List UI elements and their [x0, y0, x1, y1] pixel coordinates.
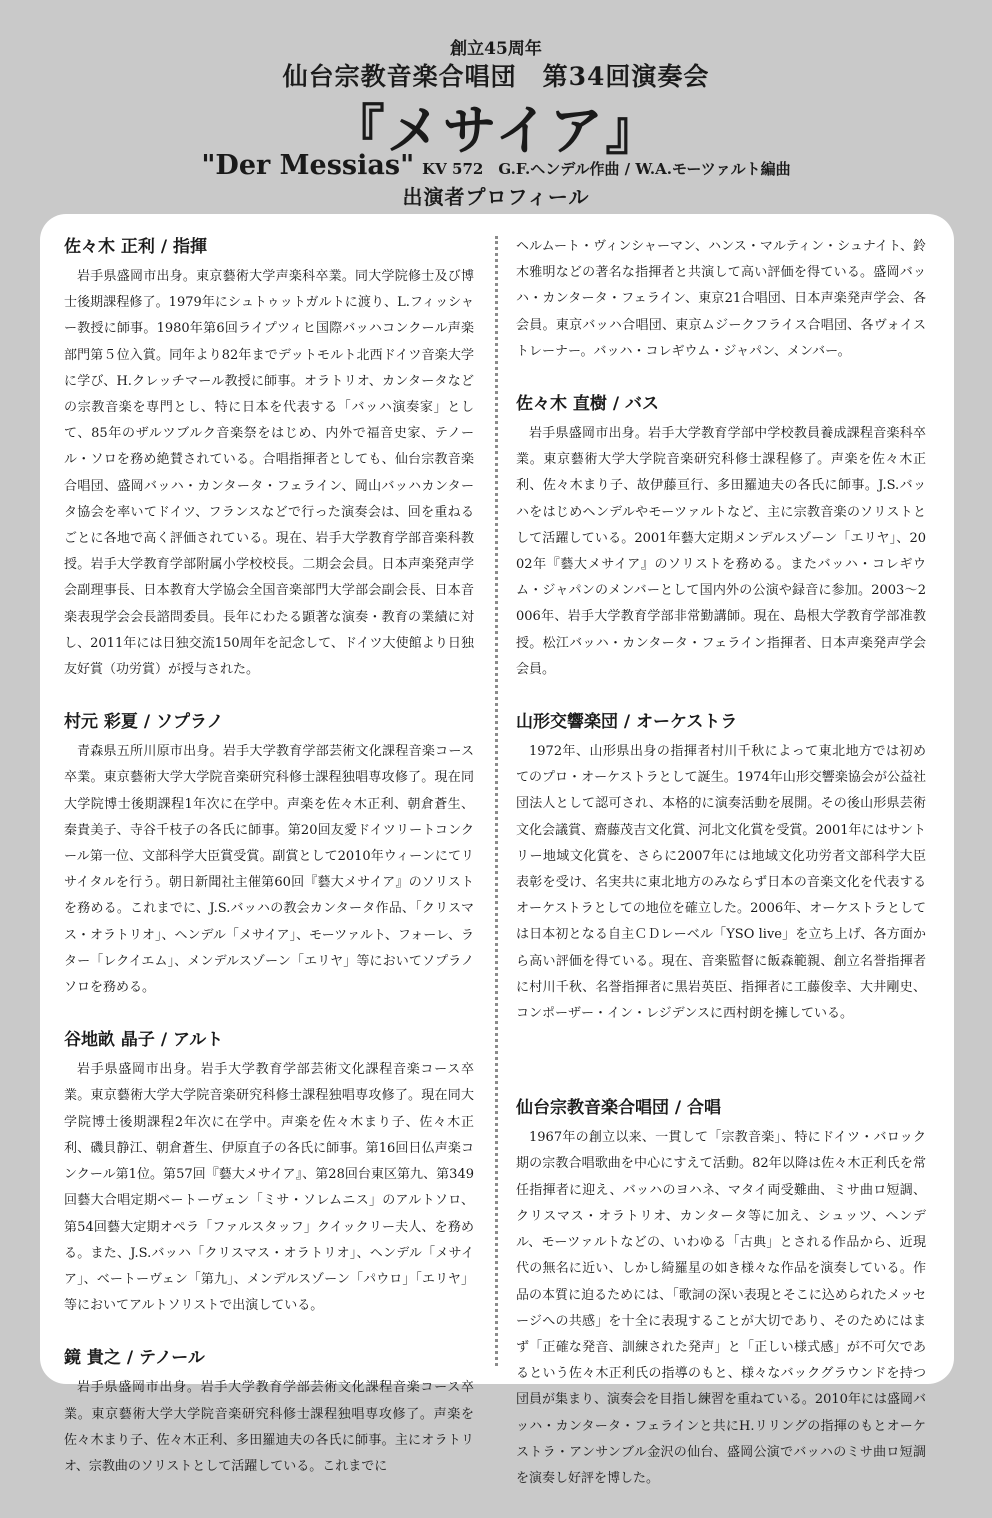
section-title: 佐々木 直樹 / バス [516, 394, 659, 415]
subtitle-main: "Der Messias" [201, 150, 415, 181]
concert-title: 仙台宗教音楽合唱団 第34回演奏会 [282, 62, 710, 91]
section-text-continued: ヘルムート・ヴィンシャーマン、ハンス・マルティン・シュナイト、鈴木雅明などの著名な指揮者と共演して高い評価を得ている。盛岡バッハ・カンタータ・フェライン、東京21合唱団、日本声楽発声学会、各会員。東京バッハ合唱団、東京ムジークフライス合唱団、各ヴォイストレーナー。バッハ・コレギウム・ジャパン、メンバー。 [516, 239, 926, 359]
profile-conductor [64, 234, 474, 683]
subtitle-detail: KV 572 G.F.ヘンデル作曲 / W.A.モーツァルト編曲 [422, 160, 791, 178]
column-divider [495, 236, 498, 1366]
profile-alto [64, 1027, 474, 1319]
subtitle [0, 150, 992, 181]
section-text: 岩手県盛岡市出身。岩手大学教育学部芸術文化課程音楽コース卒業。東京藝術大学大学院音楽研究科修士課程独唱専攻修了。声楽を佐々木まり子、佐々木正利、多田羅迪夫の各氏に師事。主にオラトリオ、宗教曲のソリストとして活躍している。これまでに [64, 1380, 474, 1474]
profile-heading: 出演者プロフィール [402, 185, 590, 209]
profile-choir [516, 1095, 926, 1492]
profile-soprano [64, 709, 474, 1001]
section-title: 佐々木 正利 / 指揮 [64, 237, 207, 257]
header [0, 0, 992, 225]
section-title: 山形交響楽団 / オーケストラ [516, 712, 738, 733]
profile-tenor-continued [516, 234, 926, 365]
spacer [516, 1053, 926, 1095]
anniversary-label: 創立45周年 [450, 39, 542, 59]
profile-panel [40, 214, 954, 1486]
right-column [516, 234, 926, 1518]
section-title: 仙台宗教音楽合唱団 / 合唱 [516, 1098, 722, 1119]
section-title: 鏡 貴之 / テノール [64, 1348, 205, 1369]
section-text: 岩手県盛岡市出身。東京藝術大学声楽科卒業。同大学院修士及び博士後期課程修了。1979年にシュトゥットガルトに渡り、L.フィッシャー教授に師事。1980年第6回ライプツィヒ国際バッハコンクール声楽部門第５位入賞。同年より82年までデットモルト北西ドイツ音楽大学に学び、H.クレッチマール教授に師事。オラトリオ、カンタータなどの宗教音楽を専門とし、特に日本を代表する「バッハ演奏家」として、85年のザルツブルク音楽祭をはじめ、内外で福音史家、テノール・ソロを務め絶賛されている。合唱指揮者としても、仙台宗教音楽合唱団、盛岡バッハ・カンタータ・フェライン、岡山バッハカンタータ協会を率いてドイツ、フランスなどで行った演奏会は、回を重ねるごとに各地で高く評価されている。現在、岩手大学教育学部音楽科教授。岩手大学教育学部附属小学校校長。二期会会員。日本声楽発声学会副理事長、日本教育大学協会全国音楽部門大学部会副会長、日本音楽表現学会会長諮問委員。長年にわたる顕著な演奏・教育の業績に対し、2011年には日独交流150周年を記念して、ドイツ大使館より日独友好賞（功労賞）が授与された。 [64, 269, 474, 678]
work-title: 『メサイア』 [330, 98, 662, 162]
section-text: 1972年、山形県出身の指揮者村川千秋によって東北地方では初めてのプロ・オーケストラとして誕生。1974年山形交響楽協会が公益社団法人として認可され、本格的に演奏活動を展開。その後山形県芸術文化会議賞、齋藤茂吉文化賞、河北文化賞を受賞。2001年にはサントリー地域文化賞を、さらに2007年には地域文化功労者文部科学大臣表彰を受け、名実共に東北地方のみならず日本の音楽文化を代表するオーケストラとしての地位を確立した。2006年、オーケストラとしては日本初となる自主ＣＤレーベル「YSO live」を立ち上げ、各方面から高い評価を得ている。現在、音楽監督に飯森範親、創立名誉指揮者に村川千秋、名誉指揮者に黒岩英臣、指揮者に工藤俊幸、大井剛史、コンポーザー・イン・レジデンスに西村朗を擁している。 [516, 744, 926, 1022]
profile-bass [516, 391, 926, 683]
section-text: 青森県五所川原市出身。岩手大学教育学部芸術文化課程音楽コース卒業。東京藝術大学大学院音楽研究科修士課程独唱専攻修了。現在同大学院博士後期課程1年次に在学中。声楽を佐々木正利、朝倉蒼生、秦貴美子、寺谷千枝子の各氏に師事。第20回友愛ドイツリートコンクール第一位、文部科学大臣賞受賞。副賞として2010年ウィーンにてリサイタルを行う。朝日新聞社主催第60回『藝大メサイア』のソリストを務める。これまでに、J.S.バッハの教会カンタータ作品、「クリスマス・オラトリオ」、ヘンデル「メサイア」、モーツァルト、フォーレ、ラター「レクイエム」、メンデルスゾーン「エリヤ」等においてソプラノソロを務める。 [64, 744, 474, 996]
left-column [64, 234, 474, 1506]
section-text: 岩手県盛岡市出身。岩手大学教育学部中学校教員養成課程音楽科卒業。東京藝術大学大学院音楽研究科修士課程修了。声楽を佐々木正利、佐々木まり子、故伊藤亘行、多田羅迪夫の各氏に師事。J.S.バッハをはじめヘンデルやモーツァルトなど、主に宗教音楽のソリストとして活躍している。2001年藝大定期メンデルスゾーン「エリヤ」、2002年『藝大メサイア』のソリストを務める。またバッハ・コレギウム・ジャパンのメンバーとして国内外の公演や録音に参加。2003〜2006年、岩手大学教育学部非常勤講師。現在、島根大学教育学部准教授。松江バッハ・カンタータ・フェライン指揮者、日本声楽発声学会会員。 [516, 426, 926, 677]
profile-orchestra [516, 709, 926, 1027]
section-title: 谷地畝 晶子 / アルト [64, 1030, 224, 1051]
section-text: 岩手県盛岡市出身。岩手大学教育学部芸術文化課程音楽コース卒業。東京藝術大学大学院音楽研究科修士課程独唱専攻修了。現在同大学院博士後期課程2年次に在学中。声楽を佐々木まり子、佐々木正利、磯貝静江、朝倉蒼生、伊原直子の各氏に師事。第16回日仏声楽コンクール第1位。第57回『藝大メサイア』、第28回台東区第九、第349回藝大合唱定期ベートーヴェン「ミサ・ソレムニス」のアルトソロ、第54回藝大定期オペラ「ファルスタッフ」クイックリー夫人、を務める。また、J.S.バッハ「クリスマス・オラトリオ」、ヘンデル「メサイア」、ベートーヴェン「第九」、メンデルスゾーン「パウロ」「エリヤ」等においてアルトソリストで出演している。 [64, 1062, 474, 1314]
profile-tenor [64, 1345, 474, 1480]
section-text: 1967年の創立以来、一貫して「宗教音楽」、特にドイツ・バロック期の宗教合唱歌曲を中心にすえて活動。82年以降は佐々木正利氏を常任指揮者に迎え、バッハのヨハネ、マタイ両受難曲、ミサ曲ロ短調、クリスマス・オラトリオ、カンタータ等に加え、シュッツ、ヘンデル、モーツァルトなどの、いわゆる「古典」とされる作品から、近現代の無名に近い、しかし綺羅星の如き様々な作品を演奏している。作品の本質に迫るためには、「歌詞の深い表現とそこに込められたメッセージへの共感」を十全に表現することが大切であり、そのためにはまず「正確な発音、訓練された発声」と「正しい様式感」が不可欠であるという佐々木正利氏の指導のもと、様々なバックグラウンドを持つ団員が集まり、演奏会を目指し練習を重ねている。2010年には盛岡バッハ・カンタータ・フェラインと共にH.リリングの指揮のもとオーケストラ・アンサンブル金沢の仙台、盛岡公演でバッハのミサ曲ロ短調を演奏し好評を博した。 [516, 1130, 926, 1486]
section-title: 村元 彩夏 / ソプラノ [64, 712, 224, 733]
